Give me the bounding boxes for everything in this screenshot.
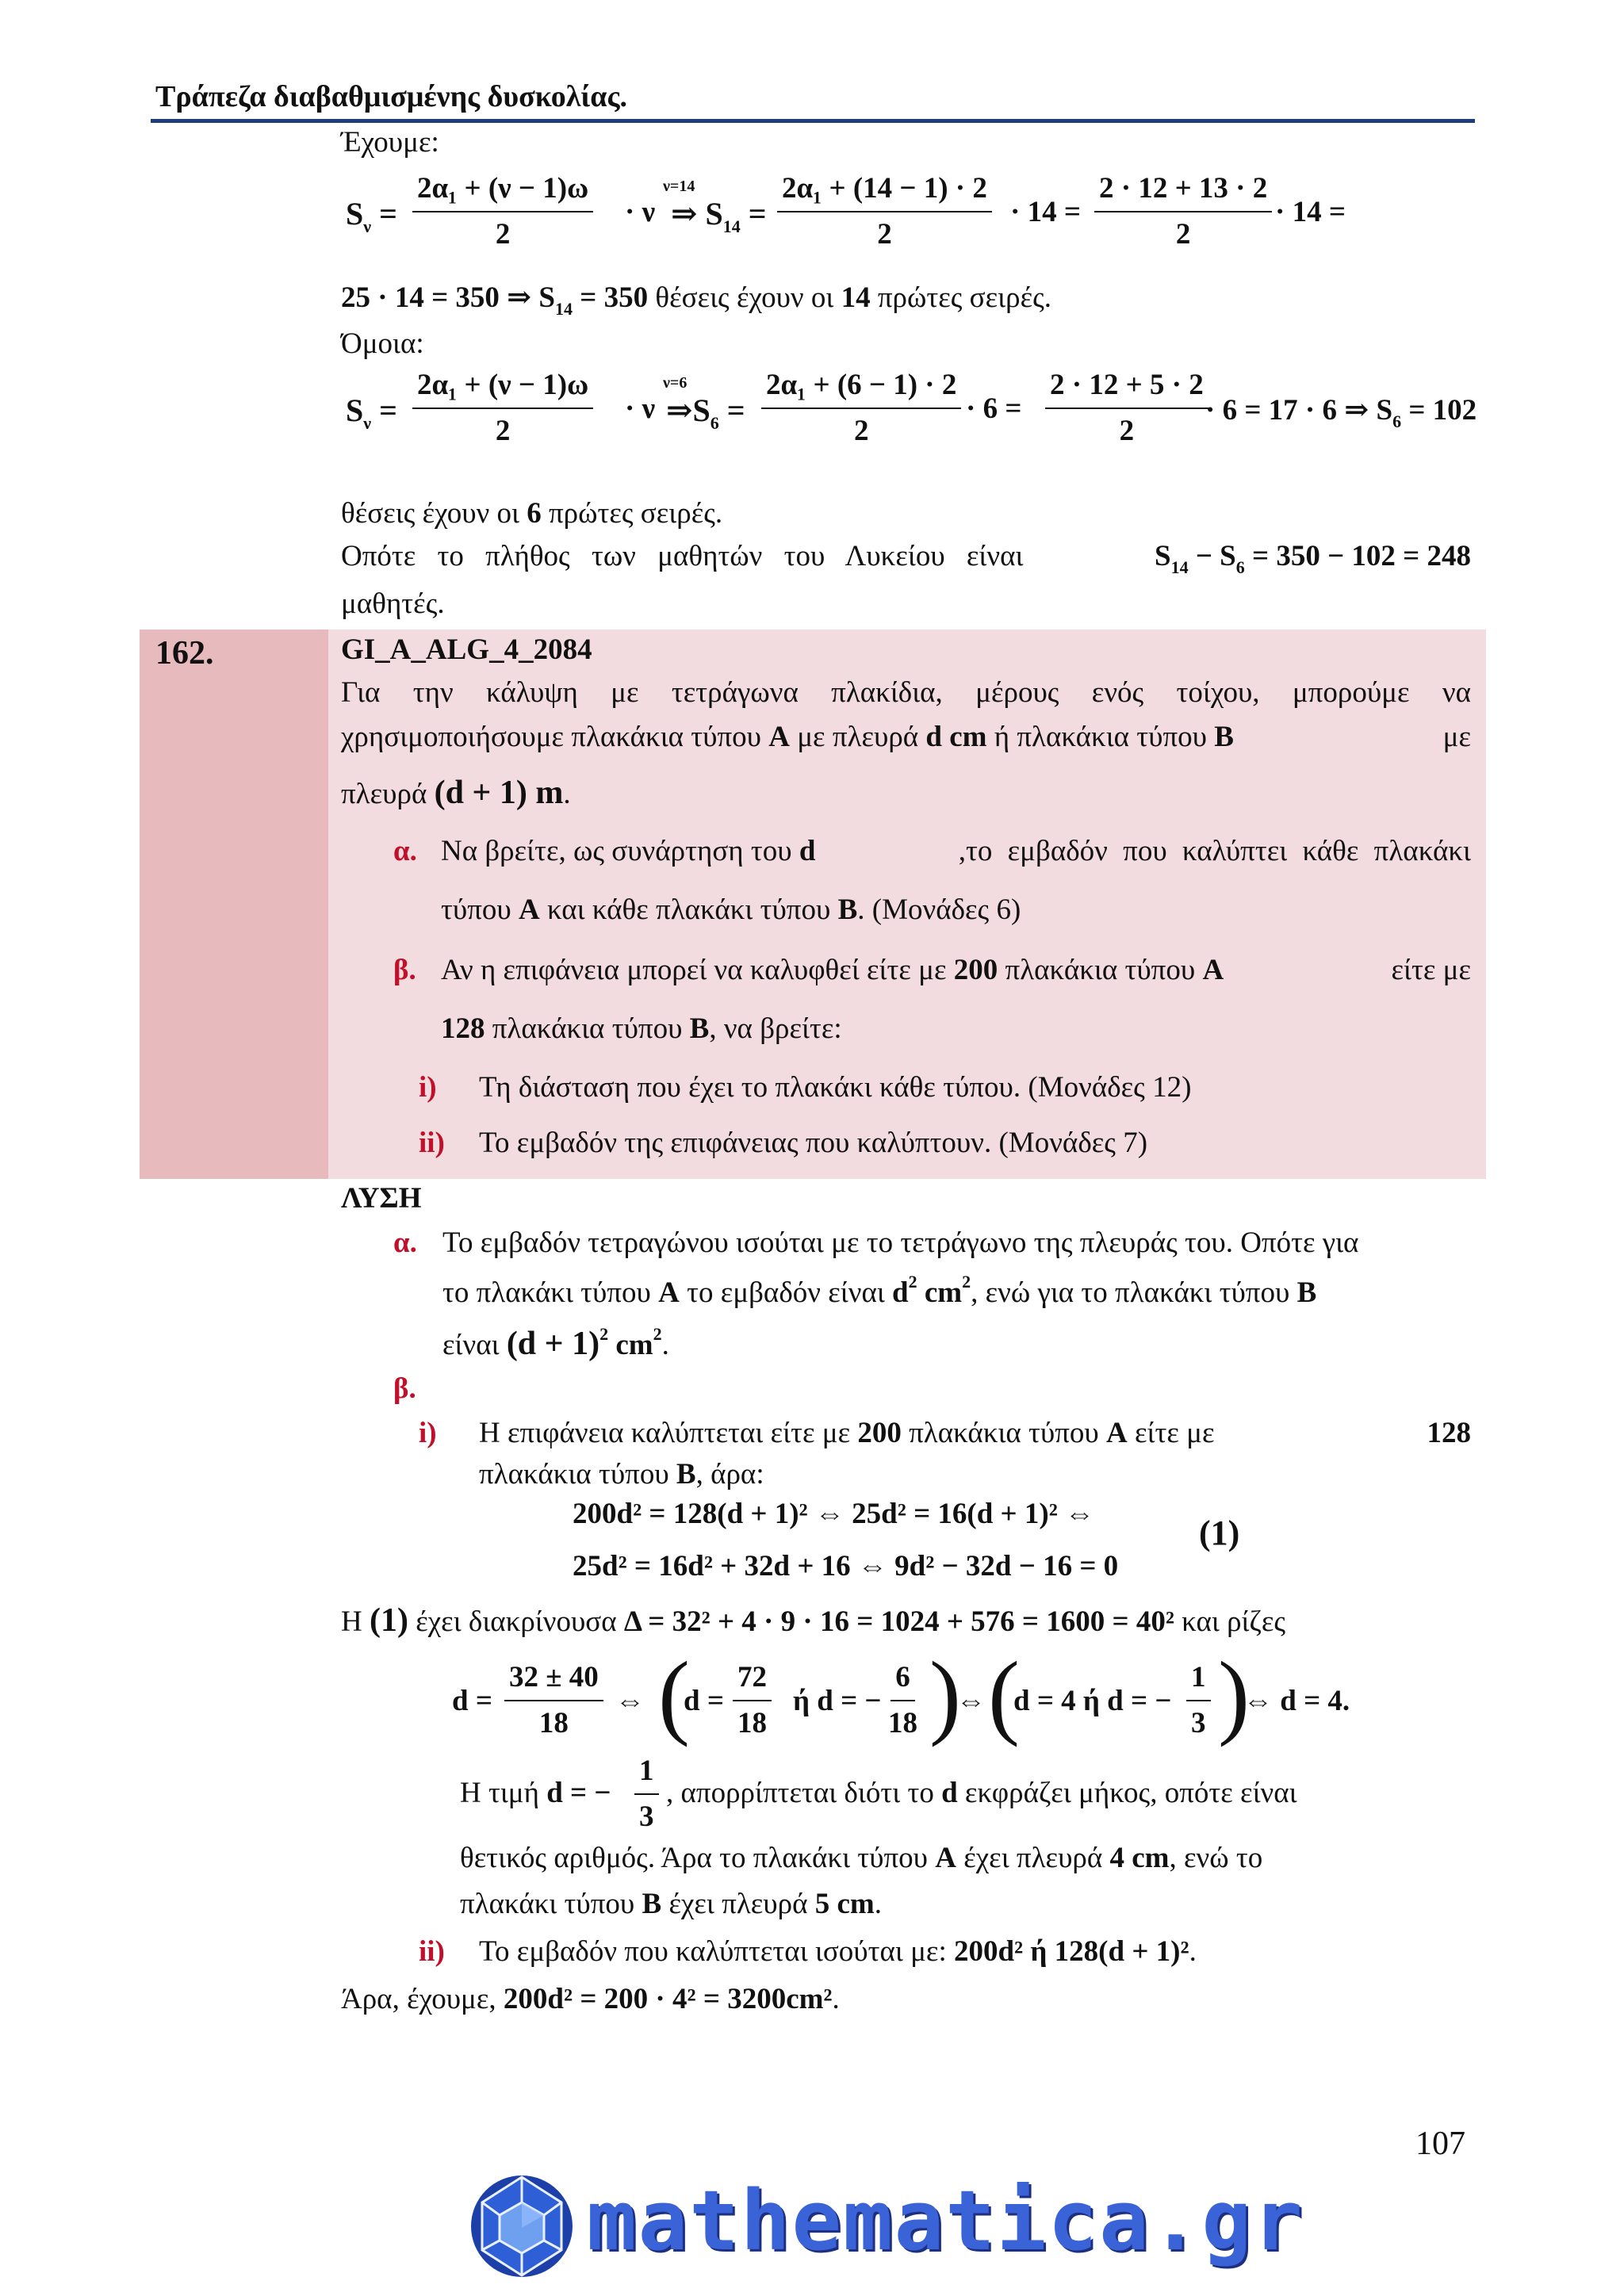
alpha2-a: τύπου xyxy=(441,894,519,926)
text-exoume: Έχουμε: xyxy=(341,126,439,159)
eq1-condition: ν=14 xyxy=(663,178,695,195)
sol-eq-a: 200d² = 128(d + 1)² ⇔ 25d² = 16(d + 1)² ⇔ xyxy=(573,1498,1095,1530)
reject-c: εκφράζει μήκος, οπότε είναι xyxy=(957,1777,1297,1809)
si1-200: 200 xyxy=(857,1417,902,1449)
sa2-A: Α xyxy=(658,1276,680,1309)
eq1-frac2 xyxy=(777,166,992,257)
eq2-times6: · 6 = xyxy=(966,392,1022,425)
problem-stmt-line2 xyxy=(341,720,1471,754)
alpha1-b: ,το εμβαδόν που καλύπτει κάθε πλακάκι xyxy=(958,835,1471,867)
eq1-frac2-num: 2α₁ + (14 − 1) · 2 xyxy=(777,166,992,212)
si1-c: είτε με xyxy=(1127,1417,1215,1449)
problem-stmt-line3 xyxy=(341,774,571,812)
result6-n: 6 xyxy=(527,497,542,530)
roots-f4-num: 1 xyxy=(1186,1655,1211,1701)
roots-paren-open-2: ( xyxy=(988,1642,1020,1747)
text-result14 xyxy=(341,279,1051,320)
eq1-frac3 xyxy=(1094,166,1272,257)
roots-d-eq: d = xyxy=(452,1685,492,1717)
sa3-cm: cm xyxy=(608,1329,653,1361)
si2-a: πλακάκια τύπου xyxy=(479,1458,676,1490)
eq1-frac1 xyxy=(412,166,593,257)
side-5: 5 cm xyxy=(814,1888,875,1920)
sol-ii-label: ii) xyxy=(419,1935,445,1968)
sol-alpha-line1: Το εμβαδόν τετραγώνου ισούται με το τετράγωνο της πλευράς του. Οπότε για xyxy=(442,1226,1359,1259)
eq1-lhs-sub: ν xyxy=(363,216,372,236)
sa3-math: (d + 1) xyxy=(506,1326,600,1362)
disc-label: (1) xyxy=(369,1602,408,1639)
eq2-equals: = xyxy=(379,392,397,428)
sa3-sup2: 2 xyxy=(653,1324,662,1344)
eq2-arrow: ⇒ xyxy=(666,392,693,428)
problem-i-text: Τη διάσταση που έχει το πλακάκι κάθε τύπου. (Μονάδες 12) xyxy=(479,1071,1192,1104)
beta2-b: , να βρείτε: xyxy=(709,1012,842,1045)
eq2-lhs-sub: ν xyxy=(363,413,372,433)
reject-b: , απορρίπτεται διότι το xyxy=(666,1777,942,1809)
pos-4: 4 cm xyxy=(1109,1842,1170,1874)
eq1-times14: · 14 = xyxy=(1010,196,1081,228)
sa2-sup: 2 xyxy=(908,1272,917,1292)
disc-math: Δ = 32² + 4 · 9 · 16 = 1024 + 576 = 1600 = 40² xyxy=(623,1605,1174,1638)
eq2-tail-sub: 6 xyxy=(1392,411,1402,431)
beta2-a: πλακάκια τύπου xyxy=(485,1012,690,1045)
alpha2-c: . (Μονάδες 6) xyxy=(857,894,1021,926)
reject-den: 3 xyxy=(639,1800,654,1833)
eq1-times14b: · 14 = xyxy=(1275,196,1346,228)
eq2-frac3-den: 2 xyxy=(1119,415,1135,447)
problem-alpha-line2 xyxy=(441,893,1021,927)
reject-a: Η τιμή xyxy=(460,1777,547,1809)
final-a: Άρα, έχουμε, xyxy=(341,1983,504,2015)
opote-s: S xyxy=(1154,540,1171,572)
sol-eq-label: (1) xyxy=(1199,1513,1240,1552)
final-math: 200d² = 200 · 4² = 3200cm² xyxy=(503,1983,833,2015)
problem-ii-text: Το εμβαδόν της επιφάνειας που καλύπτουν. (Μονάδες 7) xyxy=(479,1127,1148,1159)
sii-text: Το εμβαδόν που καλύπτεται ισούται με: xyxy=(479,1935,954,1968)
opote-sub2: 6 xyxy=(1235,557,1245,577)
problem-number: 162. xyxy=(155,635,214,672)
sol-final-line xyxy=(341,1982,840,2016)
result14-text2: πρώτες σειρές. xyxy=(870,281,1052,314)
text-omoia: Όμοια: xyxy=(341,327,424,360)
page-number: 107 xyxy=(1415,2126,1465,2162)
opote-result: = 350 − 102 = 248 xyxy=(1251,540,1471,572)
side-c: . xyxy=(874,1888,882,1920)
si2-b: , άρα: xyxy=(695,1458,764,1490)
problem-alpha-line1 xyxy=(441,834,1471,868)
opote-text: Οπότε το πλήθος των μαθητών του Λυκείου είναι xyxy=(341,540,1024,572)
pos-c: , ενώ το xyxy=(1169,1842,1263,1874)
eq2-s6-sub: 6 xyxy=(710,413,719,433)
stmt2-e: με xyxy=(1442,721,1471,753)
sol-positive-line xyxy=(460,1841,1262,1875)
beta1-200: 200 xyxy=(953,954,998,986)
roots-f2-den: 18 xyxy=(737,1707,767,1739)
final-end: . xyxy=(832,1983,840,2015)
roots-f3-den: 18 xyxy=(888,1707,917,1739)
eq1-frac3-den: 2 xyxy=(1175,218,1191,251)
si1-b: πλακάκια τύπου xyxy=(901,1417,1106,1449)
sol-side-line xyxy=(460,1887,882,1921)
sol-alpha-line3 xyxy=(442,1324,669,1363)
problem-code: GI_A_ALG_4_2084 xyxy=(341,633,592,666)
header-rule xyxy=(151,119,1475,123)
roots-iff2: ⇔ xyxy=(956,1685,986,1717)
sii-math: 200d² ή 128(d + 1)² xyxy=(953,1935,1189,1968)
opote-sub1: 14 xyxy=(1170,557,1189,577)
sa2-d: d xyxy=(892,1276,909,1309)
roots-paren-close-1: ) xyxy=(929,1642,961,1747)
sa2-cm: cm xyxy=(917,1276,963,1309)
roots-frac2 xyxy=(733,1655,772,1746)
side-B: Β xyxy=(642,1888,662,1920)
result14-math: 25 · 14 = 350 ⇒ S xyxy=(341,281,556,314)
beta2-B: Β xyxy=(689,1012,710,1045)
beta1-b: πλακάκια τύπου xyxy=(998,954,1203,986)
sa3-a: είναι xyxy=(442,1329,507,1361)
eq2-frac1-den: 2 xyxy=(495,415,511,447)
eq1-frac1-num: 2α₁ + (ν − 1)ω xyxy=(412,166,593,212)
roots-f1-den: 18 xyxy=(538,1707,569,1739)
reject-d: d xyxy=(941,1777,958,1809)
sa2-c: , ενώ για το πλακάκι τύπου xyxy=(971,1276,1297,1309)
sol-i-label: i) xyxy=(419,1417,437,1449)
result14-text: θέσεις έχουν οι xyxy=(648,281,841,314)
roots-d2: d = xyxy=(684,1685,724,1717)
roots-frac1 xyxy=(504,1655,603,1746)
result14-n: 14 xyxy=(841,281,871,314)
roots-f3-num: 6 xyxy=(891,1655,915,1701)
pos-b: έχει πλευρά xyxy=(956,1842,1110,1874)
roots-iff3: ⇔ d = 4. xyxy=(1243,1685,1350,1717)
stmt2-b: με πλευρά xyxy=(789,721,926,753)
running-header: Τράπεζα διαβαθμισμένης δυσκολίας. xyxy=(155,80,627,113)
si1-128: 128 xyxy=(1427,1417,1471,1449)
sol-discriminant-line xyxy=(341,1601,1285,1640)
result14-sub: 14 xyxy=(555,299,573,319)
sa2-B: Β xyxy=(1297,1276,1317,1309)
pos-a: θετικός αριθμός. Άρα το πλακάκι τύπου xyxy=(460,1842,936,1874)
problem-beta-line1 xyxy=(441,953,1471,987)
roots-f4-den: 3 xyxy=(1191,1707,1206,1739)
stmt3-end: . xyxy=(563,778,571,810)
eq2-condition: ν=6 xyxy=(663,374,688,392)
roots-f1-num: 32 ± 40 xyxy=(504,1655,603,1701)
side-a: πλακάκι τύπου xyxy=(460,1888,642,1920)
eq1-frac3-num: 2 · 12 + 13 · 2 xyxy=(1094,166,1272,212)
eq2-frac3 xyxy=(1045,363,1208,453)
sol-ii-line xyxy=(479,1934,1197,1969)
problem-stmt-line1: Για την κάλυψη με τετράγωνα πλακίδια, μέρους ενός τοίχου, μπορούμε να xyxy=(341,676,1471,709)
eq2-times-nu: · ν xyxy=(625,392,656,425)
polyhedron-icon xyxy=(466,2171,577,2290)
roots-iff1: ⇔ xyxy=(615,1685,645,1717)
roots-or1: ή d = − xyxy=(793,1685,882,1717)
eq2-tail: · 6 = 17 · 6 ⇒ S xyxy=(1205,394,1393,427)
stmt2-a: χρησιμοποιήσουμε πλακάκια τύπου xyxy=(341,721,769,753)
eq2-s6: S xyxy=(692,392,710,428)
roots-f2-num: 72 xyxy=(733,1655,772,1701)
result6-text: θέσεις έχουν οι xyxy=(341,497,527,530)
stmt2-c: ή πλακάκια τύπου xyxy=(986,721,1215,753)
disc-a: Η xyxy=(341,1605,370,1638)
problem-i-label: i) xyxy=(419,1071,437,1104)
sa2-b: το εμβαδόν είναι xyxy=(679,1276,893,1309)
alpha2-b: και κάθε πλακάκι τύπου xyxy=(539,894,838,926)
sol-eq-b: 25d² = 16d² + 32d + 16 ⇔ 9d² − 32d − 16 = 0 xyxy=(573,1550,1119,1582)
reject-num: 1 xyxy=(634,1749,659,1795)
disc-b: έχει διακρίνουσα xyxy=(408,1605,624,1638)
disc-c: και ρίζες xyxy=(1174,1605,1286,1638)
beta2-128: 128 xyxy=(441,1012,485,1045)
eq1-s14-sub: 14 xyxy=(722,216,741,236)
sol-alpha-line2 xyxy=(442,1272,1316,1310)
problem-alpha-label: α. xyxy=(393,835,417,867)
beta1-c: είτε με xyxy=(1391,954,1471,986)
alpha1-d: d xyxy=(799,835,816,867)
sii-end: . xyxy=(1189,1935,1197,1968)
roots-paren-close-2: ) xyxy=(1218,1642,1250,1747)
eq1-s14: S xyxy=(705,196,723,232)
roots-d4: d = 4 ή d = − xyxy=(1013,1685,1172,1717)
pos-A: Α xyxy=(935,1842,956,1874)
sa3-sup: 2 xyxy=(599,1324,609,1344)
si2-B: Β xyxy=(676,1458,696,1490)
problem-beta-line2 xyxy=(441,1012,842,1046)
sol-alpha-label: α. xyxy=(393,1226,417,1259)
side-b: έχει πλευρά xyxy=(661,1888,815,1920)
result6-text2: πρώτες σειρές. xyxy=(541,497,723,530)
eq2-frac2-den: 2 xyxy=(853,415,869,447)
stmt2-A: Α xyxy=(768,721,790,753)
reject-math: d = − xyxy=(546,1777,611,1809)
sa3-end: . xyxy=(661,1329,669,1361)
sol-beta-label: β. xyxy=(393,1372,416,1405)
result14-math2: = 350 xyxy=(580,281,649,314)
eq1-frac2-den: 2 xyxy=(877,218,892,251)
site-logo-text: mathematica.gr xyxy=(587,2172,1304,2269)
text-mathites: μαθητές. xyxy=(341,587,445,620)
solution-heading: ΛΥΣΗ xyxy=(341,1182,422,1215)
eq1-equals: = xyxy=(379,196,397,232)
alpha2-A: Α xyxy=(518,894,540,926)
eq1-times-nu: · ν xyxy=(625,196,656,228)
text-result6 xyxy=(341,496,722,530)
stmt2-B: Β xyxy=(1214,721,1234,753)
sol-i-line2 xyxy=(479,1457,764,1491)
sa2-sup2: 2 xyxy=(962,1272,971,1292)
problem-number-column xyxy=(140,629,328,1179)
eq2-tail2: = 102 xyxy=(1408,394,1477,427)
sol-i-line1 xyxy=(479,1416,1471,1450)
stmt2-d: d cm xyxy=(925,721,987,753)
roots-frac4 xyxy=(1186,1655,1211,1746)
eq2-frac2-num: 2α₁ + (6 − 1) · 2 xyxy=(761,363,961,409)
eq1-lhs: S xyxy=(346,196,364,232)
problem-beta-label: β. xyxy=(393,954,416,986)
alpha2-B: Β xyxy=(837,894,858,926)
stmt3-math: (d + 1) m xyxy=(434,775,564,811)
stmt3-a: πλευρά xyxy=(341,778,435,810)
beta1-a: Αν η επιφάνεια μπορεί να καλυφθεί είτε με xyxy=(441,954,954,986)
eq1-frac1-den: 2 xyxy=(495,218,511,251)
si1-A: Α xyxy=(1106,1417,1128,1449)
eq2-frac1 xyxy=(412,363,593,453)
reject-frac xyxy=(634,1749,659,1839)
text-opote xyxy=(341,539,1471,578)
sa2-a: το πλακάκι τύπου xyxy=(442,1276,659,1309)
opote-minus: − S xyxy=(1195,540,1236,572)
alpha1-a: Να βρείτε, ως συνάρτηση του xyxy=(441,835,799,867)
eq2-frac1-num: 2α₁ + (ν − 1)ω xyxy=(412,363,593,409)
eq2-frac2 xyxy=(761,363,961,453)
eq1-arrow: ⇒ xyxy=(671,196,698,232)
roots-frac3 xyxy=(888,1655,917,1746)
roots-paren-open-1: ( xyxy=(658,1642,690,1747)
problem-ii-label: ii) xyxy=(419,1127,445,1159)
eq2-lhs: S xyxy=(346,392,364,428)
beta1-A: Α xyxy=(1202,954,1224,986)
eq2-frac3-num: 2 · 12 + 5 · 2 xyxy=(1045,363,1208,409)
si1-a: Η επιφάνεια καλύπτεται είτε με xyxy=(479,1417,858,1449)
